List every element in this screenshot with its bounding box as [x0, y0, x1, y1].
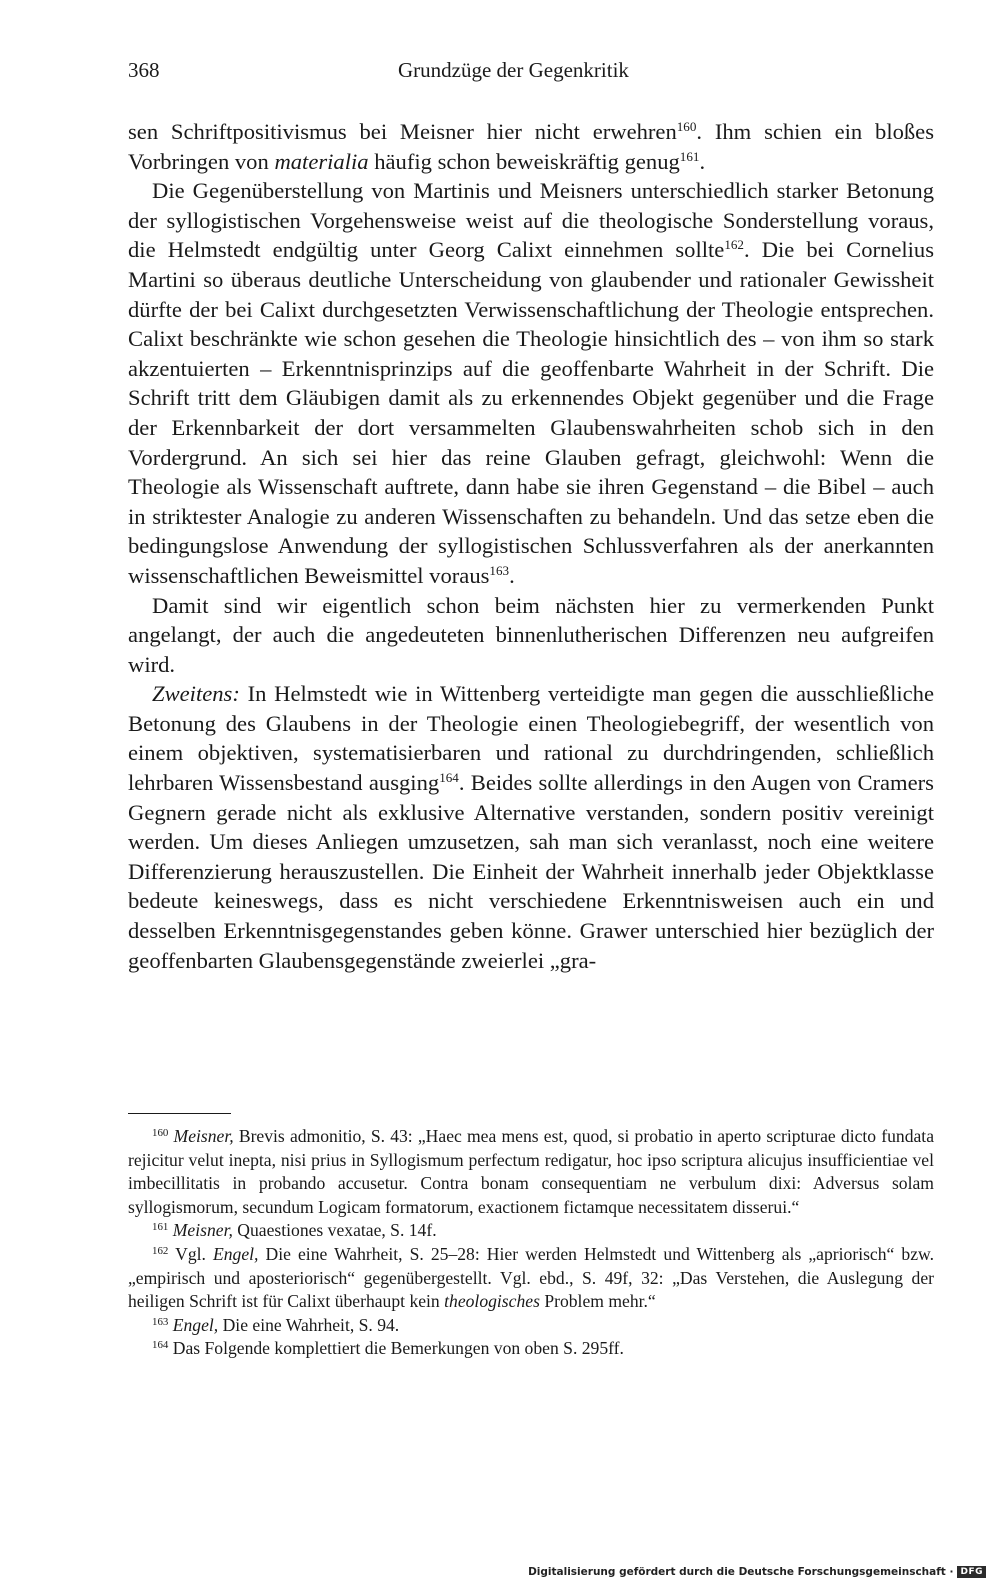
text-run: Die Gegenüberstellung von Martinis und Meisners unterschiedlich starker Betonung der syllogistischen Vorgehensweise weist auf die theologische Sonderstellung voraus, die Helmstedt endgültig unter Georg Calixt einnehmen sollte [128, 178, 934, 263]
paragraph-1 [128, 117, 934, 176]
footnote-ref: 164 [439, 769, 459, 785]
emphasis: theologisches [444, 1291, 540, 1312]
body-text [128, 117, 934, 975]
footnote-text: Vgl. [175, 1243, 213, 1264]
footnote-text: Brevis admonitio, S. 43: „Haec mea mens est, quod, si probatio in aperto scripturae dicto fundata rejicitur velut inepta, nisi prius in Syllogismum perfectum redigatur, hoc ipso scriptura alicujus insufficientiae vel imbecillitatis in probando accusetur. Contra bonam consequentiam ne verbulum dixi: Adversus solam syllogismorum, secundum Logicam formatorum, exactionem fictamque necessitatem disserui.“ [128, 1126, 935, 1217]
text-run: . Ihm schien ein bloßes Vorbringen von [128, 119, 935, 174]
footnote-text: Die eine Wahrheit, S. 25–28: Hier werden Helmstedt und Wittenberg als „apriorisch“ bzw. „empirisch und aposteriorisch“ gegenübergestellt. Vgl. ebd., S. 49f, 32: „Das Verstehen, die Auslegung der heiligen Schrift ist für Calixt überhaupt kein [128, 1243, 934, 1312]
credit-text: Digitalisierung gefördert durch die Deutsche Forschungsgemeinschaft · [528, 1566, 954, 1578]
author-name: Meisner, [172, 1220, 233, 1241]
footnote-divider [128, 1113, 231, 1114]
text-run: . Die bei Cornelius Martini so überaus deutliche Unterscheidung von glaubender und rationaler Gewissheit dürfte der bei Calixt durchgesetzten Verwissenschaftlichung der Theologie entsprechen. Calixt beschränkte wie schon gesehen die Theologie hinsichtlich des – von ihm so stark akzentuierten – Erkenntnisprinzips auf die geoffenbarte Wahrheit in der Schrift. Die Schrift tritt dem Gläubigen damit als zu erkennendes Objekt gegenüber und die Frage der Erkennbarkeit der dort versammelten Glaubenswahrheiten schob sich in den Vordergrund. An sich sei hier das reine Glauben gefragt, gleichwohl: Wenn die Theologie als Wissenschaft auftrete, dann habe sie ihren Gegenstand – die Bibel – auch in striktester Analogie zu anderen Wissenschaften zu behandeln. Und das setze eben die bedingungslose Anwendung der syllogistischen Schlussverfahren als der anerkannten wissenschaftlichen Beweismittel voraus [128, 237, 934, 588]
emphasis: materialia [274, 148, 369, 174]
footnote-ref: 160 [676, 118, 697, 134]
footnote-number: 160 [152, 1127, 169, 1139]
text-run: . Beides sollte allerdings in den Augen von Cramers Gegnern gerade nicht als exklusive Alternative verstanden, sondern positiv vereinigt werden. Um dieses Anliegen umzusetzen, sah man sich veranlasst, noch eine weitere Differenzierung herauszustellen. Die Einheit der Wahrheit innerhalb jeder Objektklasse bedeute keineswegs, dass es nicht verschiedene Erkenntnisweisen auch ein und desselben Erkenntnisgegenstandes geben könne. Grawer unterschied hier bezüglich der geoffenbarten Glaubensgegenstände zweierlei „gra- [128, 770, 934, 973]
running-title: Grundzüge der Gegenkritik [398, 58, 629, 82]
footnote-ref: 163 [489, 562, 510, 578]
footnote-ref: 162 [724, 237, 744, 253]
footnote-number: 162 [152, 1244, 169, 1257]
paragraph-3: Damit sind wir eigentlich schon beim nächsten hier zu vermerkenden Punkt angelangt, der auch die angedeuteten binnenlutherischen Differenzen neu aufgreifen wird. [128, 592, 934, 677]
digitization-credit [528, 1566, 986, 1578]
footnote-number: 163 [152, 1315, 169, 1328]
text-run: . [699, 148, 706, 174]
footnote-text: Problem mehr.“ [539, 1291, 656, 1312]
paragraph-2 [128, 176, 934, 590]
author-name: Engel, [172, 1314, 219, 1335]
paragraph-4 [128, 679, 934, 975]
text-run: häufig schon beweiskräftig genug [368, 148, 680, 174]
emphasis: Zweitens: [152, 681, 240, 707]
footnote-163 [128, 1314, 934, 1338]
footnote-number: 161 [152, 1221, 169, 1234]
footnote-ref: 161 [679, 148, 700, 164]
footnote-162 [128, 1243, 934, 1314]
footnote-161 [128, 1219, 934, 1243]
page-header [128, 58, 934, 88]
footnote-text: Die eine Wahrheit, S. 94. [218, 1314, 400, 1335]
footnote-number: 164 [152, 1339, 169, 1352]
footnote-160 [128, 1125, 934, 1219]
page-number: 368 [128, 58, 160, 82]
text-run: sen Schriftpositivismus bei Meisner hier nicht erwehren [128, 119, 677, 144]
text-run: . [509, 562, 515, 588]
dfg-logo: DFG [957, 1566, 986, 1578]
author-name: Engel, [213, 1243, 259, 1264]
footnote-164 [128, 1337, 934, 1361]
footnotes [128, 1125, 934, 1361]
author-name: Meisner, [173, 1126, 234, 1146]
footnote-text: Quaestiones vexatae, S. 14f. [232, 1220, 437, 1241]
text-run: In Helmstedt wie in Wittenberg verteidigte man gegen die ausschließliche Betonung des Glaubens in der Theologie einen Theologiebegriff, der wesentlich von einem objektiven, systematisierbaren und rational zu durchdringenden, schließlich lehrbaren Wissensbestand ausging [128, 681, 934, 796]
footnote-text: Das Folgende komplettiert die Bemerkungen von oben S. 295ff. [168, 1338, 624, 1359]
